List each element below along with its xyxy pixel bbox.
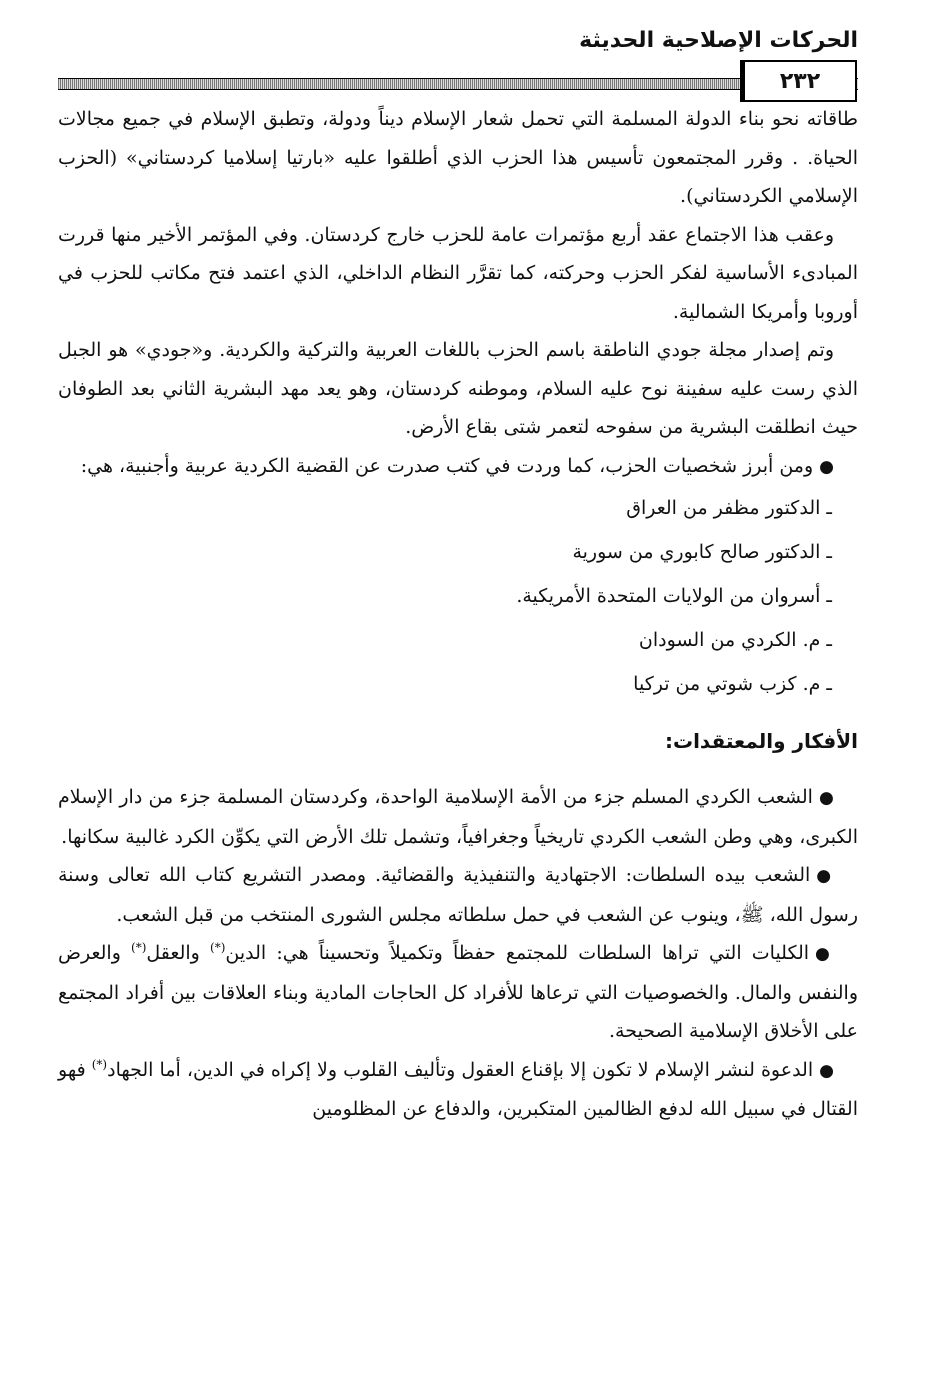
bullet-text: الكليات التي تراها السلطات للمجتمع حفظاً وتكميلاً وتحسيناً هي: الدين: [225, 942, 810, 964]
bullet-text: الشعب بيده السلطات: الاجتهادية والتنفيذية والقضائية. ومصدر التشريع كتاب الله تعالى وسنة رسول الله، ﷺ، وينوب عن الشعب في حمل سلطاته مجلس الشورى المنتخب من قبل الشعب.: [58, 864, 858, 926]
bullet-text: ومن أبرز شخصيات الحزب، كما وردت في كتب صدرت عن القضية الكردية عربية وأجنبية، هي:: [80, 454, 814, 477]
bullet-icon: ●: [818, 788, 834, 808]
bullet-text: فهو القتال في سبيل الله لدفع الظالمين المتكبرين، والدفاع عن المظلومين: [58, 1058, 858, 1120]
paragraph: طاقاته نحو بناء الدولة المسلمة التي تحمل شعار الإسلام ديناً ودولة، وتطبق الإسلام في جميع مجالات الحياة. . وقرر المجتمعون تأسيس هذا الحزب الذي أطلقوا عليه «بارتيا إسلاميا كردستاني» (الحزب الإسلامي الكردستاني).: [58, 108, 858, 207]
bullet-text: والعرض والنفس والمال. والخصوصيات التي ترعاها للأفراد كل الحاجات المادية وبناء العلاقات بين أفراد المجتمع على الأخلاق الإسلامية الصحيحة.: [58, 942, 858, 1042]
bullet-text: الدعوة لنشر الإسلام لا تكون إلا بإقناع العقول وتأليف القلوب ولا إكراه في الدين، أما الجهاد: [107, 1058, 814, 1081]
bullet-text: والعقل: [146, 942, 200, 964]
header-rule: [58, 78, 858, 90]
bullet-icon: ●: [819, 456, 834, 477]
bullet-paragraph: [58, 934, 858, 1051]
bullet-paragraph: [58, 778, 858, 856]
section-heading: الأفكار والمعتقدات:: [664, 729, 858, 753]
page-header: [58, 22, 858, 94]
paragraph: وعقب هذا الاجتماع عقد أربع مؤتمرات عامة للحزب خارج كردستان. وفي المؤتمر الأخير منها قررت المبادىء الأساسية لفكر الحزب وحركته، كما تقرَّر النظام الداخلي، الذي اعتمد فتح مكاتب للحزب في أوروبا وأمريكا الشمالية.: [58, 223, 858, 323]
footnote-marker: (*): [131, 940, 147, 955]
paragraph: وتم إصدار مجلة جودي الناطقة باسم الحزب باللغات العربية والتركية والكردية. و«جودي» هو الجبل الذي رست عليه سفينة نوح عليه السلام، وموطنه كردستان، وهو يعد مهد البشرية الثاني بعد الطوفان حيث انطلقت البشرية من سفوحه لتعمر شتى بقاع الأرض.: [58, 339, 858, 438]
running-title: الحركات الإصلاحية الحديثة: [579, 28, 858, 53]
page-number: ٢٣٢: [740, 60, 857, 102]
bullet-icon: ●: [815, 944, 835, 964]
people-list: [58, 486, 858, 706]
footnote-marker: (*): [91, 1057, 108, 1072]
bullet-icon: ●: [816, 866, 834, 886]
list-item: ـ م. الكردي من السودان: [638, 629, 832, 651]
list-item: ـ أسروان من الولايات المتحدة الأمريكية.: [516, 585, 832, 607]
bullet-text: الشعب الكردي المسلم جزء من الأمة الإسلامية الواحدة، وكردستان المسلمة جزء من دار الإسلام الكبرى، وهي وطن الشعب الكردي تاريخياً وجغرافياً، وتشمل تلك الأرض التي يكوِّن الكرد غالبية سكانها.: [58, 786, 858, 848]
bullet-paragraph: [58, 856, 858, 934]
footnote-marker: (*): [210, 940, 226, 955]
list-item: ـ م. كزب شوتي من تركيا: [633, 673, 832, 695]
bullet-paragraph: [58, 447, 858, 487]
page-body: [58, 100, 858, 1129]
bullet-paragraph: [58, 1051, 858, 1129]
list-item: ـ الدكتور صالح كابوري من سورية: [572, 541, 832, 563]
bullet-icon: ●: [819, 1060, 834, 1081]
list-item: ـ الدكتور مظفر من العراق: [626, 497, 832, 519]
